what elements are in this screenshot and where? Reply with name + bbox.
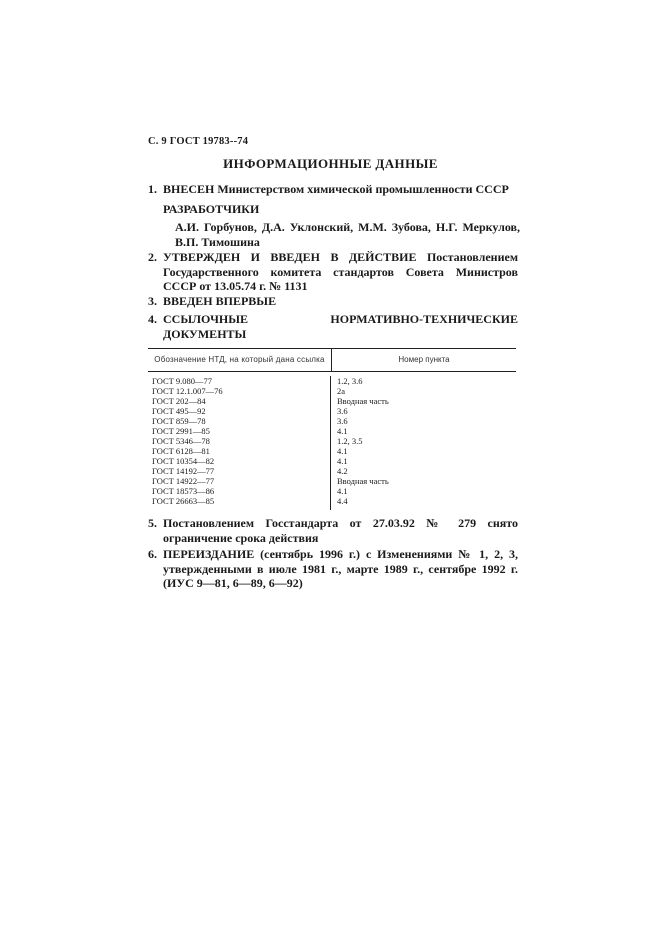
table-cell-document: ГОСТ 495—92	[152, 406, 206, 416]
table-cell-clause: 1.2, 3.5	[337, 436, 363, 446]
table-cell-clause: 4.1	[337, 456, 348, 466]
table-cell-clause: 3.6	[337, 416, 348, 426]
item-6	[148, 547, 518, 591]
table-cell-clause: 4.1	[337, 446, 348, 456]
table-cell-clause: 3.6	[337, 406, 348, 416]
table-header-document: Обозначение НТД, на который дана ссылка	[148, 349, 332, 371]
table-cell-document: ГОСТ 18573—86	[152, 486, 215, 496]
item-5	[148, 516, 518, 545]
table-cell-document: ГОСТ 12.1.007—76	[152, 386, 223, 396]
table-cell-clause: Вводная часть	[337, 396, 389, 406]
table-body	[148, 372, 516, 510]
item-text: Постановлением Госстандарта от 27.03.92 № 279 снято ограничение срока действия	[163, 516, 518, 545]
table-cell-clause: 1.2, 3.6	[337, 376, 363, 386]
item-number: 1.	[148, 182, 157, 196]
item-1	[148, 182, 518, 197]
table-cell-clause: 4.1	[337, 486, 348, 496]
page-header: С. 9 ГОСТ 19783--74	[148, 136, 249, 147]
table-cell-document: ГОСТ 2991—85	[152, 426, 210, 436]
item-3	[148, 294, 518, 309]
item-number: 3.	[148, 294, 157, 308]
document-title: ИНФОРМАЦИОННЫЕ ДАННЫЕ	[223, 156, 438, 171]
item-number: 5.	[148, 516, 157, 530]
table-cell-document: ГОСТ 859—78	[152, 416, 206, 426]
item-text: ВНЕСЕН Министерством химической промышленности СССР	[163, 182, 509, 196]
table-cell-document: ГОСТ 14192—77	[152, 466, 215, 476]
table-column-clause	[331, 376, 516, 510]
developers-label: РАЗРАБОТЧИКИ	[163, 202, 260, 216]
table-cell-document: ГОСТ 6128—81	[152, 446, 210, 456]
table-cell-clause: 2а	[337, 386, 346, 396]
item-text: ССЫЛОЧНЫЕ НОРМАТИВНО-ТЕХНИЧЕСКИЕ ДОКУМЕНТЫ	[163, 312, 518, 341]
table-cell-document: ГОСТ 9.080—77	[152, 376, 213, 386]
table-header-clause: Номер пункта	[398, 355, 450, 364]
table-cell-clause: 4.2	[337, 466, 348, 476]
item-number: 6.	[148, 547, 157, 561]
item-text: ПЕРЕИЗДАНИЕ (сентябрь 1996 г.) с Изменениями № 1, 2, 3, утвержденными в июле 1981 г., марте 1989 г., сентябре 1992 г. (ИУС 9—81, 6—89, 6—92)	[163, 547, 518, 590]
table-cell-document: ГОСТ 10354—82	[152, 456, 215, 466]
item-number: 4.	[148, 312, 157, 326]
table-column-document	[148, 376, 331, 510]
table-cell-document: ГОСТ 14922—77	[152, 476, 215, 486]
table-cell-clause: 4.4	[337, 496, 348, 506]
reference-table	[148, 348, 516, 510]
developers-names	[175, 220, 520, 249]
table-cell-clause: Вводная часть	[337, 476, 389, 486]
item-2	[148, 250, 518, 294]
item-number: 2.	[148, 250, 157, 264]
table-cell-clause: 4.1	[337, 426, 348, 436]
table-header	[148, 349, 516, 372]
table-cell-document: ГОСТ 5346—78	[152, 436, 210, 446]
item-text: УТВЕРЖДЕН И ВВЕДЕН В ДЕЙСТВИЕ Постановлением Государственного комитета стандартов Совета Министров СССР от 13.05.74 г. № 1131	[163, 250, 518, 293]
table-cell-document: ГОСТ 202—84	[152, 396, 206, 406]
table-cell-document: ГОСТ 26663—85	[152, 496, 215, 506]
developers-names-text: А.И. Горбунов, Д.А. Уклонский, М.М. Зубова, Н.Г. Меркулов, В.П. Тимошина	[175, 220, 520, 249]
item-4	[148, 312, 518, 341]
item-text: ВВЕДЕН ВПЕРВЫЕ	[163, 294, 277, 308]
